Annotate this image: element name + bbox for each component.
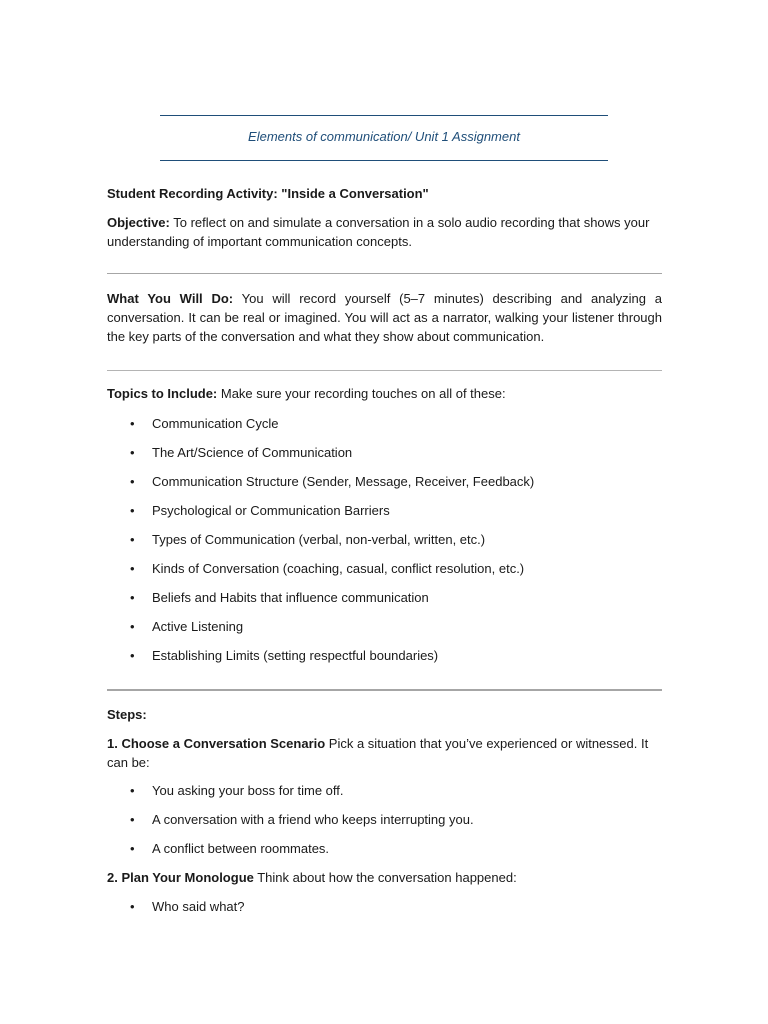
list-item: [130, 530, 486, 549]
bullet-icon: •: [130, 812, 135, 827]
section-divider-2: [107, 370, 662, 371]
list-item-text: A conflict between roommates.: [152, 841, 330, 856]
objective-text: To reflect on and simulate a conversation in a solo audio recording that shows your understanding of important communication concepts.: [107, 215, 650, 249]
bullet-icon: •: [130, 532, 135, 547]
steps-heading: [107, 705, 662, 724]
page-header-title: Elements of communication/ Unit 1 Assignment: [248, 129, 520, 144]
bullet-icon: •: [130, 445, 135, 460]
list-item-text: Who said what?: [152, 899, 245, 914]
what-you-will-do-text: You will record yourself (5–7 minutes) describing and analyzing a conversation. It can be real or imagined. You will act as a narrator, walking your listener through the key parts of the conversation and what they show about communication.: [107, 291, 662, 344]
bullet-icon: •: [130, 503, 135, 518]
topics-text: Make sure your recording touches on all of these:: [217, 386, 506, 401]
list-item-text: Communication Cycle: [152, 416, 279, 431]
list-item: [130, 810, 474, 829]
list-item-text: A conversation with a friend who keeps interrupting you.: [152, 812, 474, 827]
list-item-text: Kinds of Conversation (coaching, casual, conflict resolution, etc.): [152, 561, 525, 576]
list-item: [130, 897, 245, 916]
step-2-text: Think about how the conversation happened:: [253, 870, 517, 885]
list-item-text: Establishing Limits (setting respectful boundaries): [152, 648, 439, 663]
list-item-text: The Art/Science of Communication: [152, 445, 353, 460]
topics-paragraph: [107, 384, 662, 403]
bullet-icon: •: [130, 590, 135, 605]
bullet-icon: •: [130, 474, 135, 489]
section-divider-3: [107, 689, 662, 691]
list-item: [130, 559, 525, 578]
list-item-text: Communication Structure (Sender, Message, Receiver, Feedback): [152, 474, 535, 489]
list-item: [130, 501, 390, 520]
list-item: [130, 588, 429, 607]
bullet-icon: •: [130, 648, 135, 663]
list-item: [130, 781, 344, 800]
activity-title: [107, 184, 662, 203]
objective-paragraph: [107, 213, 662, 251]
list-item-text: Beliefs and Habits that influence communication: [152, 590, 429, 605]
step-2-label: 2. Plan Your Monologue: [107, 870, 254, 885]
step-1-label: 1. Choose a Conversation Scenario: [107, 736, 326, 751]
bullet-icon: •: [130, 619, 135, 634]
bullet-icon: •: [130, 783, 135, 798]
step-1-text: Pick a situation that you’ve experienced or witnessed. It can be:: [107, 736, 649, 770]
header-top-rule: [160, 115, 608, 116]
list-item: [130, 443, 353, 462]
list-item: [130, 839, 330, 858]
section-divider-1: [107, 273, 662, 274]
list-item: [130, 414, 279, 433]
bullet-icon: •: [130, 561, 135, 576]
what-you-will-do-label: What You Will Do:: [107, 291, 234, 306]
list-item-text: You asking your boss for time off.: [152, 783, 344, 798]
topics-label: Topics to Include:: [107, 386, 218, 401]
activity-title-text: Student Recording Activity: "Inside a Conversation": [107, 186, 429, 201]
list-item: [130, 617, 244, 636]
list-item: [130, 472, 535, 491]
list-item-text: Psychological or Communication Barriers: [152, 503, 390, 518]
list-item-text: Types of Communication (verbal, non-verbal, written, etc.): [152, 532, 486, 547]
bullet-icon: •: [130, 416, 135, 431]
steps-label: Steps:: [107, 707, 147, 722]
list-item-text: Active Listening: [152, 619, 244, 634]
header-bottom-rule: [160, 160, 608, 161]
bullet-icon: •: [130, 899, 135, 914]
bullet-icon: •: [130, 841, 135, 856]
objective-label: Objective:: [107, 215, 170, 230]
what-you-will-do-paragraph: [107, 289, 662, 346]
list-item: [130, 646, 439, 665]
step-1-paragraph: [107, 734, 662, 772]
step-2-paragraph: [107, 868, 662, 887]
